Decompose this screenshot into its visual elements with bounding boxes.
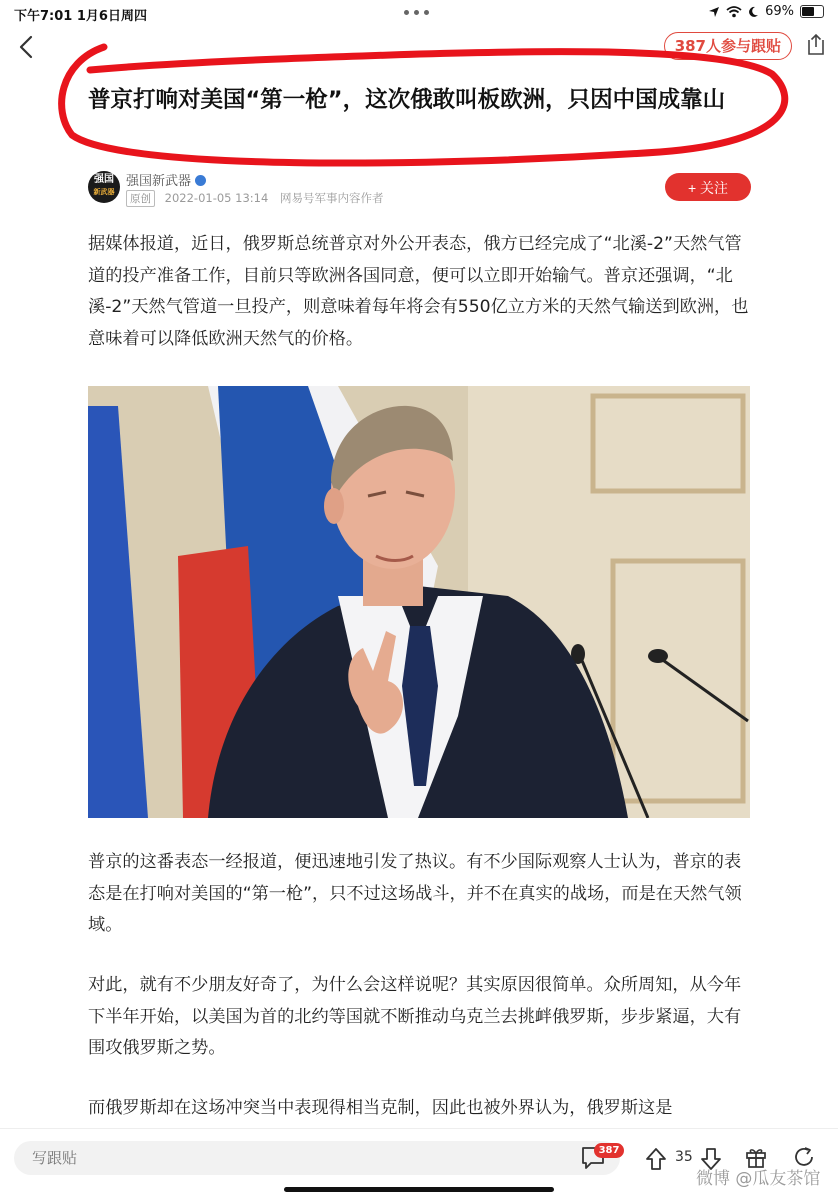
article-photo[interactable]: [88, 386, 750, 818]
article-paragraph: 普京的这番表态一经报道，便迅速地引发了热议。有不少国际观察人士认为，普京的表态是在打响对美国的“第一枪”，只不过这场战斗，并不在真实的战场，而是在天然气领域。: [88, 852, 742, 935]
article-paragraph: 对此，就有不少朋友好奇了，为什么会这样说呢？其实原因很简单。众所周知，从今年下半年开始，以美国为首的北约等国就不断推动乌克兰去挑衅俄罗斯，步步紧逼，大有围攻俄罗斯之势。: [88, 975, 742, 1058]
verified-badge-icon: [195, 175, 206, 186]
reply-input[interactable]: [14, 1141, 620, 1175]
author-name[interactable]: 强国新武器: [126, 170, 206, 189]
comment-count-badge: 387: [594, 1143, 624, 1158]
original-tag: 原创: [126, 190, 155, 207]
article-meta: [126, 190, 383, 207]
battery-percent: 69%: [765, 4, 794, 19]
author-role: 网易号军事内容作者: [279, 191, 384, 205]
author-avatar[interactable]: 强国 新武器: [88, 171, 120, 203]
weibo-watermark: 微博 @瓜友茶馆: [696, 1169, 821, 1189]
article-paragraph: 而俄罗斯却在这场冲突当中表现得相当克制，因此也被外界认为，俄罗斯这是: [88, 1098, 673, 1118]
home-indicator[interactable]: [284, 1187, 554, 1192]
participants-button[interactable]: 387人参与跟贴: [664, 32, 792, 60]
article-paragraph: 据媒体报道，近日，俄罗斯总统普京对外公开表态，俄方已经完成了“北溪-2”天然气管道的投产准备工作，目前只等欧洲各国同意，便可以立即开始输气。普京还强调，“北溪-2”天然气管道一旦投产，则意味着每年将会有550亿立方米的天然气输送到欧洲，也意味着可以降低欧洲天然气的价格。: [88, 234, 749, 349]
vote-count: 35: [675, 1149, 693, 1165]
publish-date: 2022-01-05 13:14: [164, 191, 269, 205]
status-time: 下午7:01 1月6日周四: [14, 9, 147, 24]
upvote-icon[interactable]: [645, 1147, 667, 1171]
follow-button[interactable]: + 关注: [665, 173, 751, 201]
article-title: 普京打响对美国“第一枪”，这次俄敢叫板欧洲，只因中国成靠山: [88, 87, 726, 113]
